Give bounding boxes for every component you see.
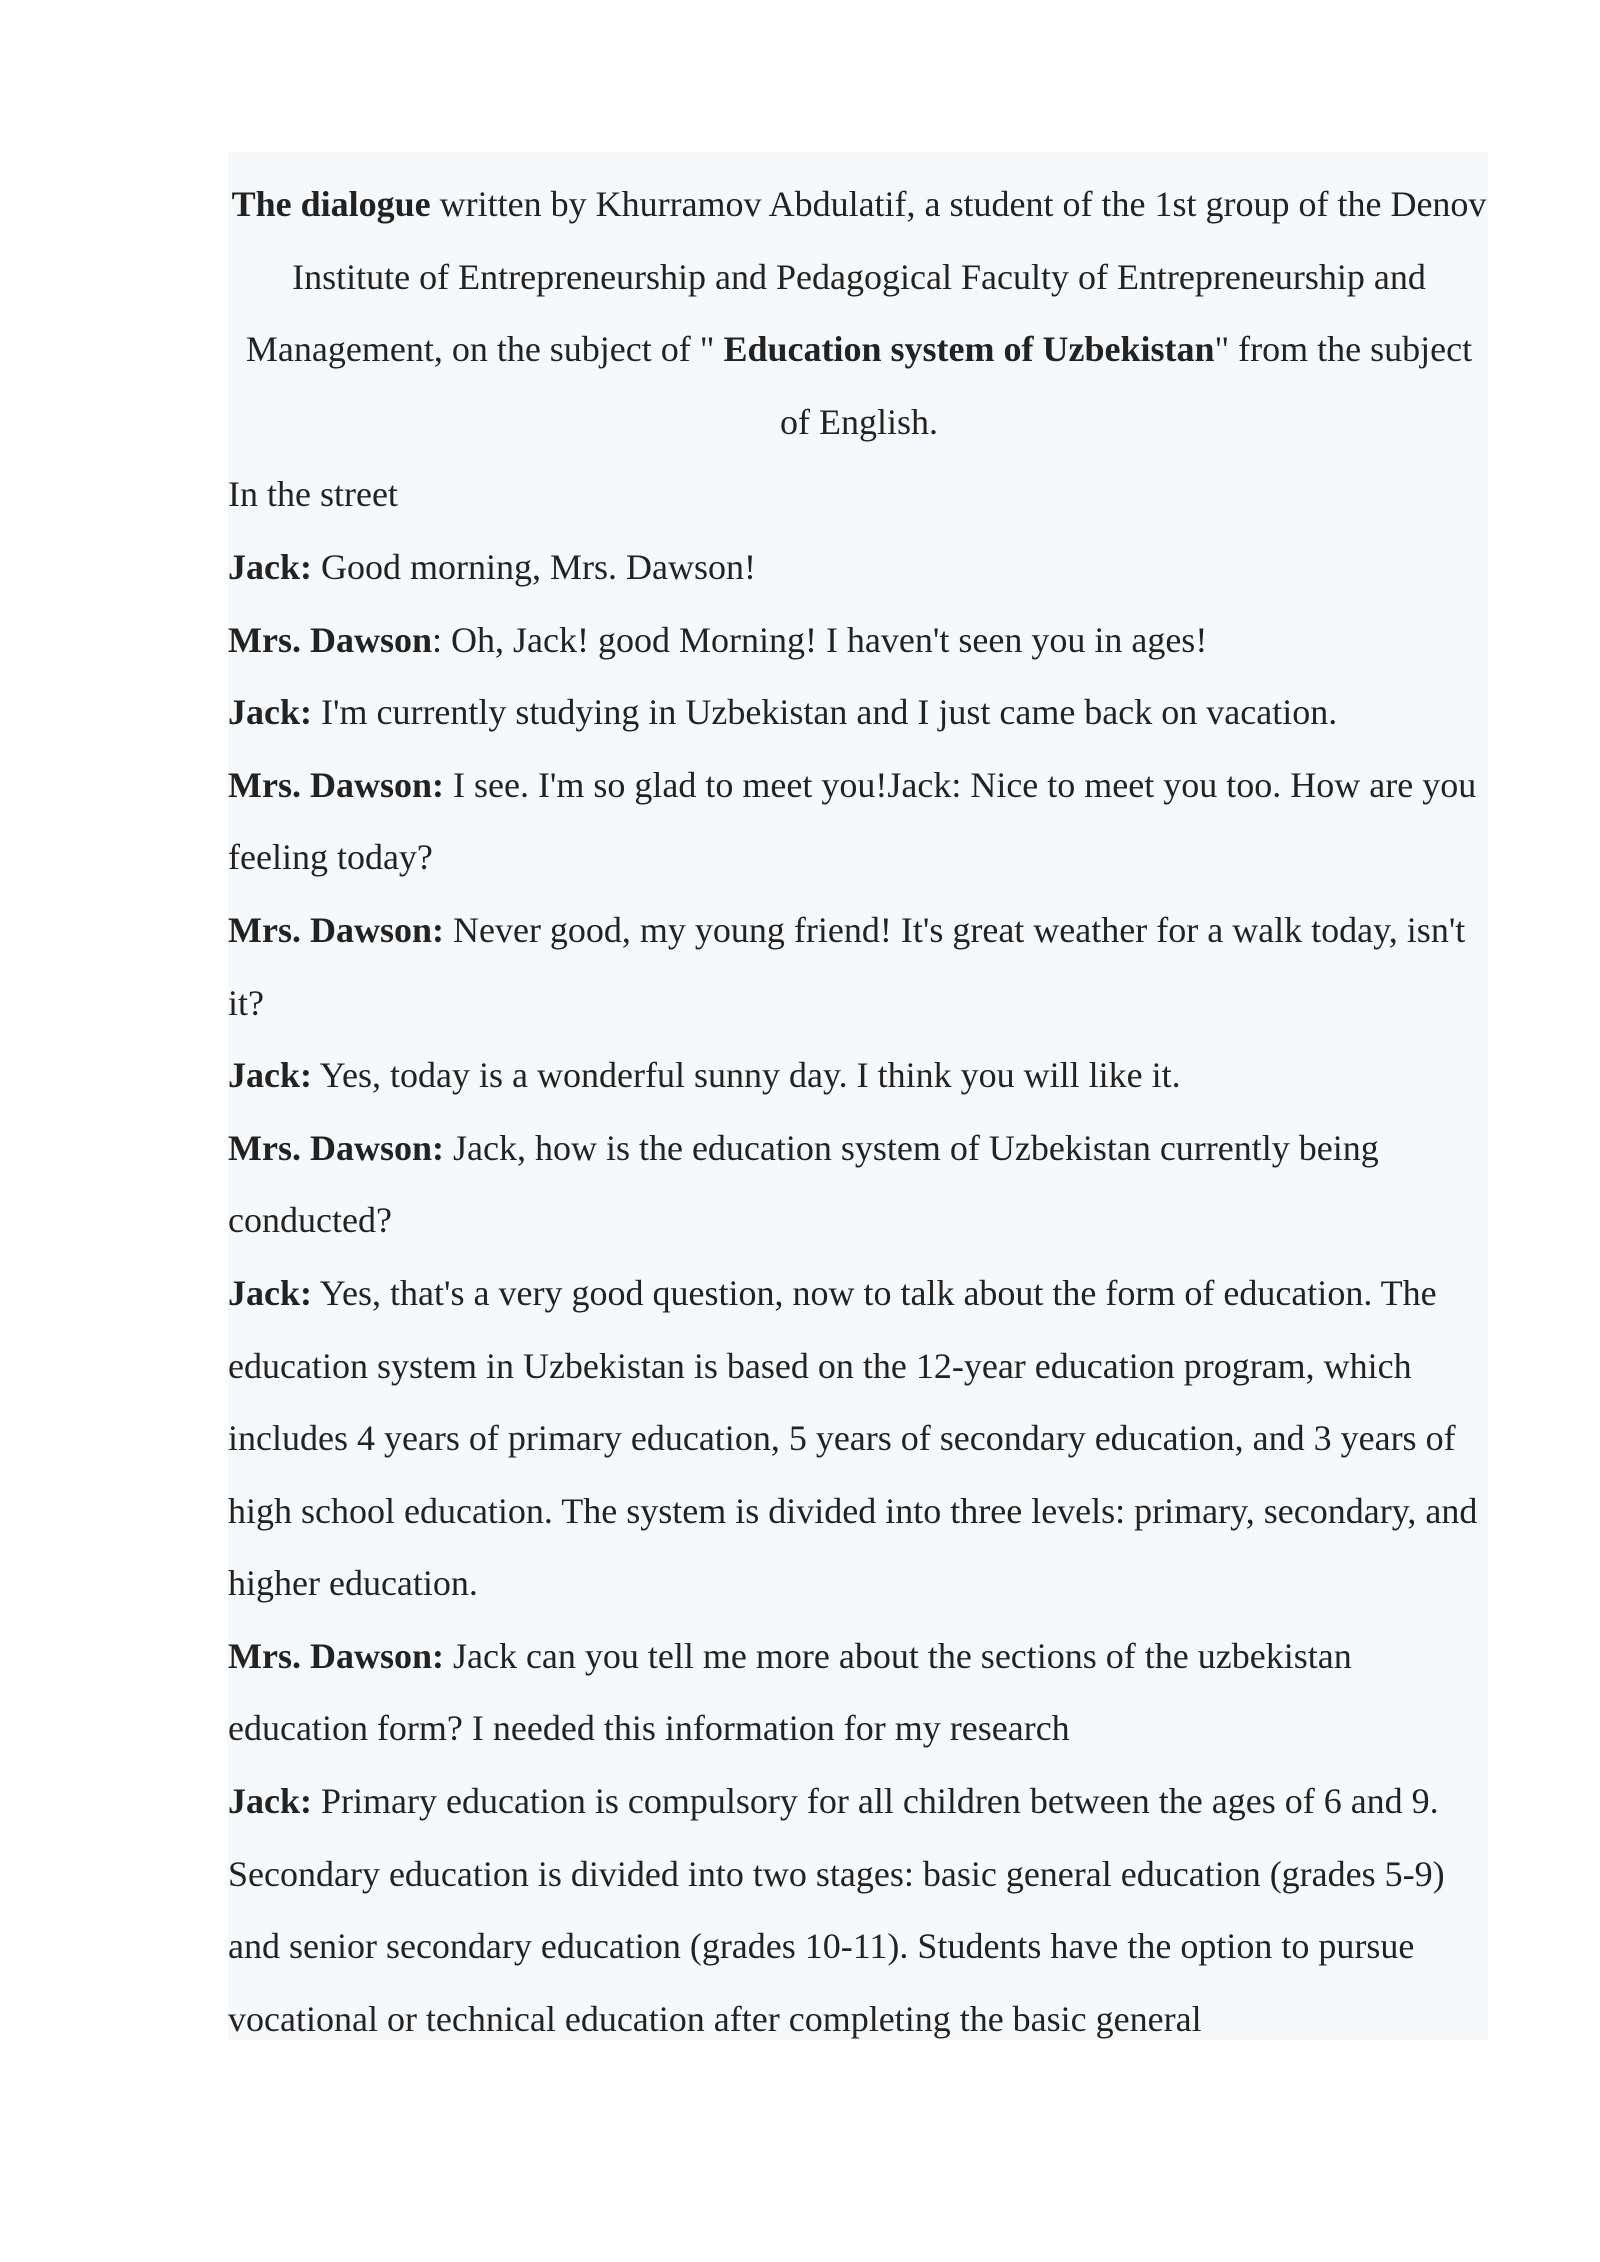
document-heading [228,168,1490,458]
dialogue-text: : Oh, Jack! good Morning! I haven't seen you in ages! [432,619,1208,660]
speaker-name: Mrs. Dawson: [228,1635,444,1676]
dialogue-line [228,1039,1490,1112]
dialogue-line [228,1112,1490,1257]
dialogue-line [228,1257,1490,1620]
dialogue-text: Jack, how is the education system of Uzbekistan currently being conducted? [228,1127,1379,1241]
heading-bold-intro: The dialogue [231,184,431,224]
speaker-name: Jack: [228,1272,312,1313]
dialogue-line [228,749,1490,894]
speaker-name: Mrs. Dawson: [228,764,444,805]
dialogue-line [228,894,1490,1039]
dialogue-text: Jack can you tell me more about the sections of the uzbekistan education form? I needed this information for my research [228,1635,1352,1749]
document-body [228,168,1490,2055]
heading-bold-subject: Education system of Uzbekistan [723,329,1215,370]
speaker-name: Mrs. Dawson: [228,1127,444,1168]
dialogue-text: Yes, that's a very good question, now to talk about the form of education. The education system in Uzbekistan is based on the 12-year education program, which includes 4 years of primary education, 5 years of secondary education, and 3 years of high school education. The system is divided into three levels: primary, secondary, and higher education. [228,1272,1478,1604]
heading-text-1: written by Khurramov Abdulatif, a student of the 1st group of the Denov Institute of Entrepreneurship and Pedagogical Faculty of Entrepreneurship and Management, on the subject of " [245,184,1487,370]
dialogue-line [228,1620,1490,1765]
dialogue-text: Good morning, Mrs. Dawson! [312,546,756,587]
dialogue-text: Primary education is compulsory for all children between the ages of 6 and 9. Secondary education is divided into two stages: basic general education (grades 5-9) and senior secondary education (grades 10-11). Students have the option to pursue vocational or technical education after completing the basic general [228,1781,1445,2039]
speaker-name: Jack: [228,1055,312,1096]
dialogue-text: Yes, today is a wonderful sunny day. I think you will like it. [312,1055,1181,1096]
heading-text-2: " from the subject of English. [780,329,1473,442]
dialogue-line [228,604,1490,677]
dialogue-text: Never good, my young friend! It's great weather for a walk today, isn't it? [228,909,1466,1023]
dialogue-line [228,676,1490,749]
speaker-name: Mrs. Dawson: [228,909,444,950]
speaker-name: Jack: [228,692,312,733]
dialogue-line [228,531,1490,604]
dialogue-text: I'm currently studying in Uzbekistan and I just came back on vacation. [312,692,1338,733]
dialogue-text: I see. I'm so glad to meet you!Jack: Nice to meet you too. How are you feeling today? [228,764,1477,878]
dialogue-line [228,1765,1490,2055]
speaker-name: Jack: [228,1781,312,1822]
speaker-name: Mrs. Dawson [228,619,432,660]
speaker-name: Jack: [228,546,312,587]
scene-setting: In the street [228,474,398,515]
